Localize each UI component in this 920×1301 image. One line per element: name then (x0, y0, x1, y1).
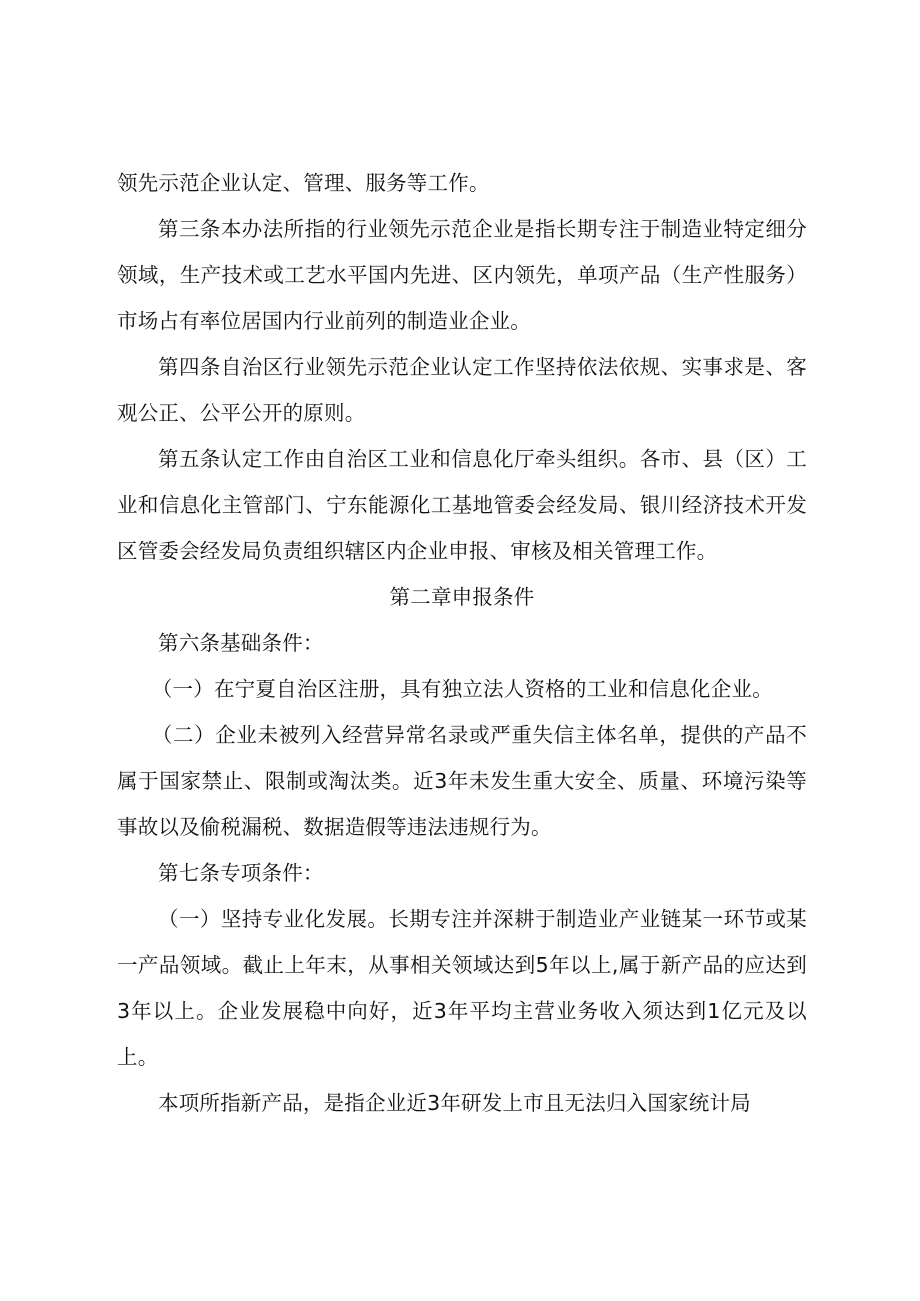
paragraph-new-product-definition: 本项所指新产品，是指企业近3年研发上市且无法归入国家统计局 (158, 1091, 751, 1115)
paragraph-article-4: 第四条自治区行业领先示范企业认定工作坚持依法依规、实事求是、客观公正、公平公开的原则。 (117, 355, 807, 425)
chapter-heading: 第二章申报条件 (389, 585, 535, 609)
paragraph-continuation: 领先示范企业认定、管理、服务等工作。 (117, 171, 490, 195)
paragraph-article-7: 第七条专项条件： (158, 861, 324, 885)
paragraph-item-2: （二）企业未被列入经营异常名录或严重失信主体名单，提供的产品不属于国家禁止、限制或淘汰类。近3年未发生重大安全、质量、环境污染等事故以及偷税漏税、数据造假等违法违规行为。 (117, 723, 807, 839)
paragraph-article-3: 第三条本办法所指的行业领先示范企业是指长期专注于制造业特定细分领域，生产技术或工艺水平国内先进、区内领先，单项产品（生产性服务）市场占有率位居国内行业前列的制造业企业。 (117, 217, 807, 333)
paragraph-article-6: 第六条基础条件： (158, 631, 324, 655)
paragraph-specialization: （一）坚持专业化发展。长期专注并深耕于制造业产业链某一环节或某一产品领域。截止上年末，从事相关领域达到5年以上,属于新产品的应达到3年以上。企业发展稳中向好，近3年平均主营业务收入须达到1亿元及以上。 (117, 907, 807, 1069)
document-body (117, 160, 807, 1126)
paragraph-item-1: （一）在宁夏自治区注册，具有独立法人资格的工业和信息化企业。 (151, 677, 773, 701)
paragraph-article-5: 第五条认定工作由自治区工业和信息化厅牵头组织。各市、县（区）工业和信息化主管部门、宁东能源化工基地管委会经发局、银川经济技术开发区管委会经发局负责组织辖区内企业申报、审核及相关管理工作。 (117, 447, 807, 563)
